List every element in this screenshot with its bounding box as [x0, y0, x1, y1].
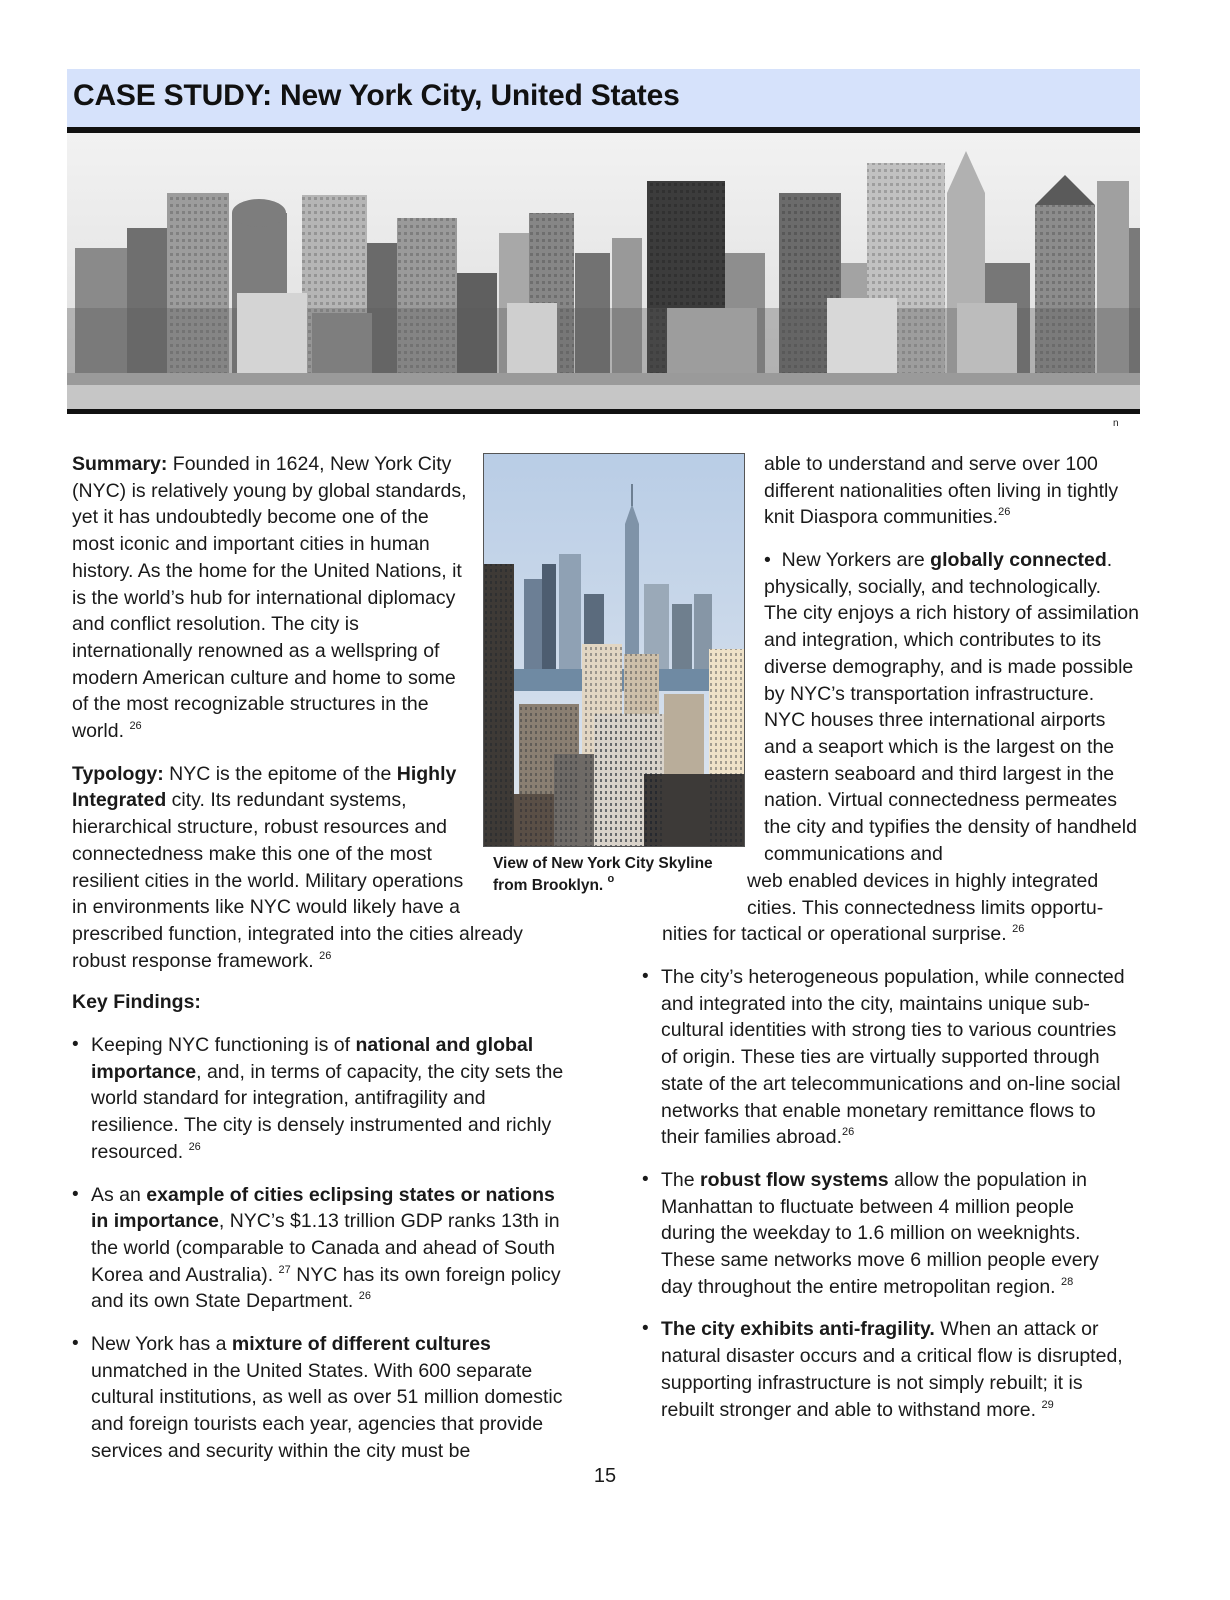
typology-text: NYC is the epitome of the — [163, 762, 397, 785]
summary-ref: 26 — [129, 720, 142, 733]
summary-text: Founded in 1624, New York City (NYC) is relatively young by global standards, yet it has undoubtedly become one of the most iconic and important cities in human history. As the home for the United Nations, it is the world’s hub for international diplomacy and conflict resolution. The city is internationally renowned as a wellspring of modern American culture and home to some of the most recognizable structures in the world. — [72, 453, 467, 743]
finding-6-bold: robust flow systems — [700, 1168, 889, 1191]
finding-2-ref-1: 27 — [278, 1263, 291, 1276]
culture-continued-text: able to understand and serve over 100 different nationalities often living in tightly knit Diaspora communities. — [764, 453, 1119, 529]
finding-2-text-3: NYC has its own foreign policy and its own State Department. — [91, 1263, 561, 1313]
list-item — [642, 1167, 1132, 1301]
key-findings-title: Key Findings: — [72, 991, 201, 1013]
finding-4-wrap: web enabled devices in highly integrated cities. This connectedness limits opportu- — [747, 870, 1104, 919]
page-number: 15 — [593, 1465, 617, 1487]
finding-4-end-text: nities for tactical or operational surprise. — [662, 923, 1013, 945]
key-findings-list-left — [72, 1032, 567, 1481]
finding-4-text-2: . physically, socially, and technologically. The city enjoys a rich history of assimilation and integration, which contributes to its diverse demography, and is made possible by NYC’s transportation infrastructure. NYC houses three international airports and a seaport which is the largest on the eastern seaboard and third largest in the nation. Virtual connectedness permeates the city and typifies the density of handheld communications and — [764, 549, 1139, 865]
caption-ref: o — [607, 873, 615, 885]
finding-7-text: When an attack or natural disaster occurs and a critical flow is disrupted, supporting infrastructure is not simply rebuilt; it is rebuilt stronger and able to withstand more. — [661, 1318, 1123, 1421]
typology-bold: Highly Integrated — [72, 762, 457, 812]
typology-paragraph — [72, 761, 472, 921]
culture-continued-ref: 26 — [998, 506, 1011, 519]
finding-1-bold: national and global importance — [91, 1034, 534, 1083]
finding-2-text: As an — [91, 1183, 147, 1206]
page-title: CASE STUDY: New York City, United States — [73, 79, 680, 112]
typology-text-2: city. Its redundant systems, hierarchical structure, robust resources and connectedness make this one of the most resilient cities in the world. Military operations in environments like NYC would likely have a — [72, 789, 464, 919]
finding-2-bold: example of cities eclipsing states or nations in importance — [91, 1183, 555, 1233]
finding-2-text-2: , NYC’s $1.13 trillion GDP ranks 13th in the world (comparable to Canada and ahead of South Korea and Australia). — [91, 1210, 560, 1286]
finding-6-ref: 28 — [1061, 1275, 1074, 1288]
finding-6-text: The — [661, 1168, 701, 1191]
title-bar — [67, 69, 1140, 127]
finding-4-end — [662, 921, 1132, 948]
finding-4-ref: 26 — [1012, 923, 1025, 935]
list-item — [642, 1316, 1132, 1423]
banner-credit-ref: n — [1113, 418, 1119, 429]
typology-continued-text: prescribed function, integrated into the cities already robust response framework. — [72, 923, 523, 972]
banner-rule — [67, 409, 1140, 414]
finding-5-text: The city’s heterogeneous population, while connected and integrated into the city, maintains unique sub-cultural identities with strong ties to various countries of origin. These ties are virtually supported through state of the art telecommunications and on-line social networks that enable monetary remittance flows to their families abroad. — [661, 966, 1125, 1149]
list-item — [72, 1182, 567, 1316]
list-item — [764, 547, 1139, 867]
finding-3-text: New York has a — [91, 1333, 232, 1356]
intro-column — [72, 451, 472, 921]
key-findings-heading — [72, 989, 201, 1016]
finding-1-text: Keeping NYC functioning is of — [91, 1034, 356, 1056]
finding-4-bold: globally connected — [930, 549, 1107, 571]
caption-line-2: from Brooklyn. — [493, 877, 608, 894]
finding-1-ref: 26 — [188, 1140, 201, 1153]
finding-7-bold: The city exhibits anti-fragility. — [661, 1318, 935, 1341]
list-item — [72, 1331, 567, 1465]
summary-label: Summary: — [72, 453, 168, 475]
finding-1-text-2: , and, in terms of capacity, the city sets the world standard for integration, antifragility and resilience. The city is densely instrumented and richly resourced. — [91, 1060, 564, 1163]
photo-caption — [493, 853, 738, 897]
typology-ref: 26 — [319, 949, 332, 962]
typology-label: Typology: — [72, 762, 164, 785]
finding-3-bold: mixture of different cultures — [231, 1333, 491, 1356]
finding-3-text-2: unmatched in the United States. With 600 separate cultural institutions, as well as over 51 million domestic and foreign tourists each year, agencies that provide services and security within the city must be — [91, 1359, 563, 1462]
caption-line-1: View of New York City Skyline — [493, 855, 713, 872]
finding-4-text: • New Yorkers are — [764, 549, 930, 571]
culture-continued — [764, 451, 1139, 531]
list-item — [72, 1032, 567, 1166]
skyline-photo — [483, 453, 745, 847]
skyline-banner-image — [67, 133, 1140, 409]
key-findings-list-right — [642, 964, 1132, 1439]
list-item — [642, 964, 1132, 1151]
finding-5-ref: 26 — [842, 1126, 855, 1139]
finding-6-text-2: allow the population in Manhattan to fluctuate between 4 million people during the weekday to 1.6 million on weeknights. These same networks move 6 million people every day throughout the entire metropolitan region. — [661, 1168, 1099, 1298]
summary-paragraph — [72, 451, 472, 745]
typology-continued — [72, 921, 562, 974]
finding-2-ref-2: 26 — [358, 1290, 371, 1303]
finding-7-ref: 29 — [1041, 1398, 1054, 1411]
